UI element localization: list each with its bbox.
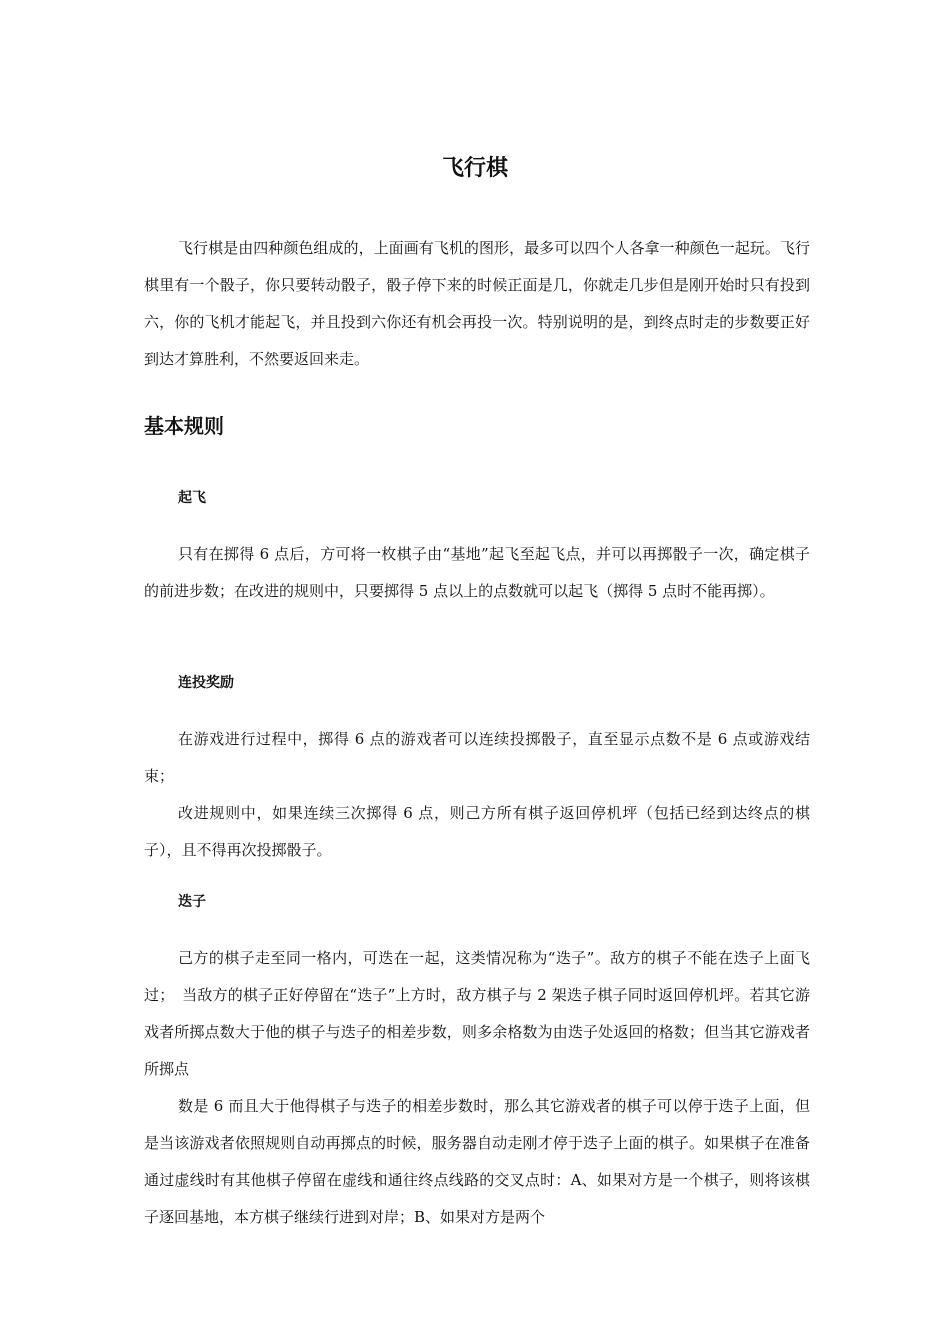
intro-paragraph: 飞行棋是由四种颜色组成的，上面画有飞机的图形，最多可以四个人各拿一种颜色一起玩。飞行棋里有一个骰子，你只要转动骰子，骰子停下来的时候正面是几，你就走几步但是刚开始时只有投到六，你的飞机才能起飞，并且投到六你还有机会再投一次。特别说明的是，到终点时走的步数要正好到达才算胜利，不然要返回来走。: [144, 239, 810, 368]
rule-heading-bonus-roll: 连投奖励: [178, 675, 234, 691]
rule-block-takeoff: [144, 536, 810, 610]
document-title: 飞行棋: [441, 156, 508, 181]
rule-paragraph: 只有在掷得 6 点后，方可将一枚棋子由“基地”起飞至起飞点，并可以再掷骰子一次，确定棋子的前进步数；在改进的规则中，只要掷得 5 点以上的点数就可以起飞（掷得 5 点时不能再掷）。: [144, 545, 810, 600]
rule-heading-stacking: 迭子: [178, 894, 206, 910]
intro-block: [144, 230, 810, 378]
rule-paragraph: 数是 6 而且大于他得棋子与迭子的相差步数时，那么其它游戏者的棋子可以停于迭子上面，但是当该游戏者依照规则自动再掷点的时候，服务器自动走刚才停于迭子上面的棋子。如果棋子在准备通过虚线时有其他棋子停留在虚线和通往终点线路的交叉点时：A、如果对方是一个棋子，则将该棋子逐回基地，本方棋子继续行进到对岸；B、如果对方是两个: [144, 1097, 810, 1226]
rule-paragraph: 己方的棋子走至同一格内，可迭在一起，这类情况称为“迭子”。敌方的棋子不能在迭子上面飞过； 当敌方的棋子正好停留在“迭子”上方时，敌方棋子与 2 架迭子棋子同时返回停机坪。若其它游戏者所掷点数大于他的棋子与迭子的相差步数，则多余格数为由迭子处返回的格数；但当其它游戏者所掷点: [144, 949, 810, 1078]
rule-paragraph: 在游戏进行过程中，掷得 6 点的游戏者可以连续投掷骰子，直至显示点数不是 6 点或游戏结束；: [144, 730, 810, 785]
rule-paragraph: 改进规则中，如果连续三次掷得 6 点，则己方所有棋子返回停机坪（包括已经到达终点的棋子），且不得再次投掷骰子。: [144, 804, 810, 859]
rule-heading-takeoff: 起飞: [178, 490, 206, 506]
rule-block-bonus-roll: [144, 721, 810, 869]
section-heading-basic-rules: 基本规则: [144, 414, 224, 438]
rule-block-stacking: [144, 940, 810, 1236]
